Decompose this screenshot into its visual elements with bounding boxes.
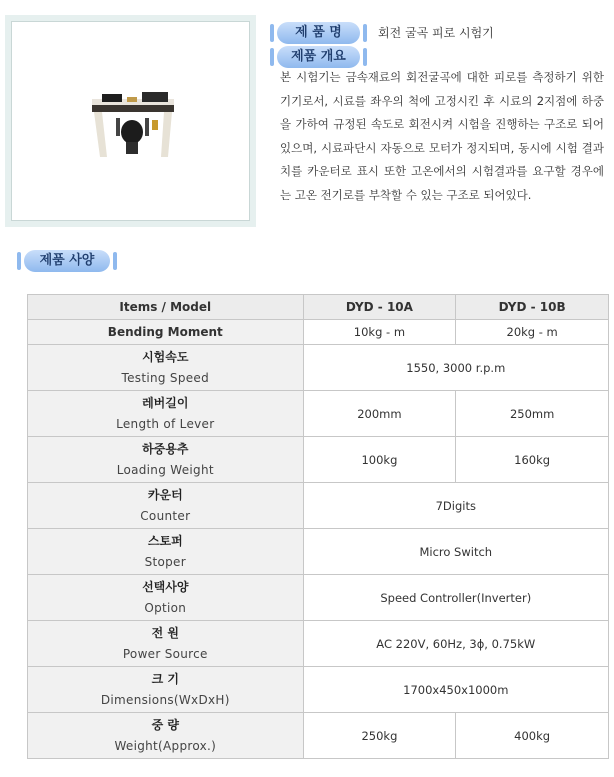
loading-label-ko: 하중용추: [142, 441, 189, 456]
stoper-value: Micro Switch: [303, 529, 608, 575]
counter-label-en: Counter: [140, 508, 191, 523]
power-value: AC 220V, 60Hz, 3ϕ, 0.75kW: [303, 621, 608, 667]
weight-label: [28, 713, 304, 759]
option-value: Speed Controller(Inverter): [303, 575, 608, 621]
spec-row-bending: [28, 320, 609, 345]
product-overview-text: 본 시험기는 금속재료의 회전굴곡에 대한 피로를 측정하기 위한 기기로서, 시료를 좌우의 척에 고정시킨 후 시료의 2지점에 하중을 가하여 규정된 속도로 회전시켜 시험을 진행하는 구조로 되어있으며, 시료파단시 자동으로 모터가 정지되며, 동시에 시험 결과치를 카운터로 표시 또한 고온에서의 시험결과를 요구할 경우에는 고온 전기로를 부착할 수 있는 구조로 되어있다.: [280, 70, 604, 202]
spec-row-option: [28, 575, 609, 621]
stoper-label: [28, 529, 304, 575]
spec-row-speed: [28, 345, 609, 391]
spec-tag-label: 제품 사양: [39, 253, 95, 268]
dimensions-value: 1700x450x1000m: [303, 667, 608, 713]
option-label-ko: 선택사양: [142, 579, 189, 594]
product-photo: [11, 21, 250, 221]
header-model-b: DYD - 10B: [456, 295, 609, 320]
product-overview-tag: [277, 46, 360, 68]
machine-illustration: [12, 22, 249, 220]
weight-label-en: Weight(Approx.): [114, 738, 217, 753]
product-photo-frame: [5, 15, 256, 227]
product-name: 회전 굴곡 피로 시험기: [378, 26, 494, 40]
loading-label: [28, 437, 304, 483]
lever-label-ko: 레버길이: [142, 395, 189, 410]
product-overview-tag-label: 제품 개요: [291, 49, 346, 64]
weight-b: 400kg: [456, 713, 609, 759]
product-name-tag: [277, 22, 360, 44]
lever-a: 200mm: [303, 391, 456, 437]
loading-label-en: Loading Weight: [116, 462, 214, 477]
header-model-a: DYD - 10A: [303, 295, 456, 320]
dimensions-label: [28, 667, 304, 713]
option-label-en: Option: [144, 600, 187, 615]
spec-row-weight: [28, 713, 609, 759]
speed-label-en: Testing Speed: [121, 370, 210, 385]
bending-label: Bending Moment: [28, 320, 304, 345]
spec-table: [27, 294, 609, 759]
speed-label: [28, 345, 304, 391]
stoper-label-en: Stoper: [144, 554, 186, 569]
power-label-ko: 전 원: [151, 625, 179, 640]
lever-label: [28, 391, 304, 437]
bending-b: 20kg - m: [456, 320, 609, 345]
power-label: [28, 621, 304, 667]
spec-tag: [24, 250, 110, 272]
weight-a: 250kg: [303, 713, 456, 759]
lever-label-en: Length of Lever: [116, 416, 215, 431]
weight-label-ko: 중 량: [151, 717, 179, 732]
stoper-label-ko: 스토퍼: [147, 533, 183, 548]
loading-a: 100kg: [303, 437, 456, 483]
product-name-tag-label: 제 품 명: [295, 25, 342, 40]
dimensions-label-ko: 크 기: [151, 671, 179, 686]
spec-row-lever: [28, 391, 609, 437]
dimensions-label-en: Dimensions(WxDxH): [100, 692, 230, 707]
spec-header-row: [28, 295, 609, 320]
option-label: [28, 575, 304, 621]
loading-b: 160kg: [456, 437, 609, 483]
counter-label-ko: 카운터: [147, 487, 183, 502]
counter-value: 7Digits: [303, 483, 608, 529]
power-label-en: Power Source: [122, 646, 208, 661]
spec-row-dimensions: [28, 667, 609, 713]
counter-label: [28, 483, 304, 529]
bending-a: 10kg - m: [303, 320, 456, 345]
lever-b: 250mm: [456, 391, 609, 437]
spec-row-loading: [28, 437, 609, 483]
spec-row-power: [28, 621, 609, 667]
spec-row-stoper: [28, 529, 609, 575]
spec-row-counter: [28, 483, 609, 529]
speed-value: 1550, 3000 r.p.m: [303, 345, 608, 391]
speed-label-ko: 시험속도: [142, 349, 189, 364]
header-items-model: Items / Model: [28, 295, 304, 320]
